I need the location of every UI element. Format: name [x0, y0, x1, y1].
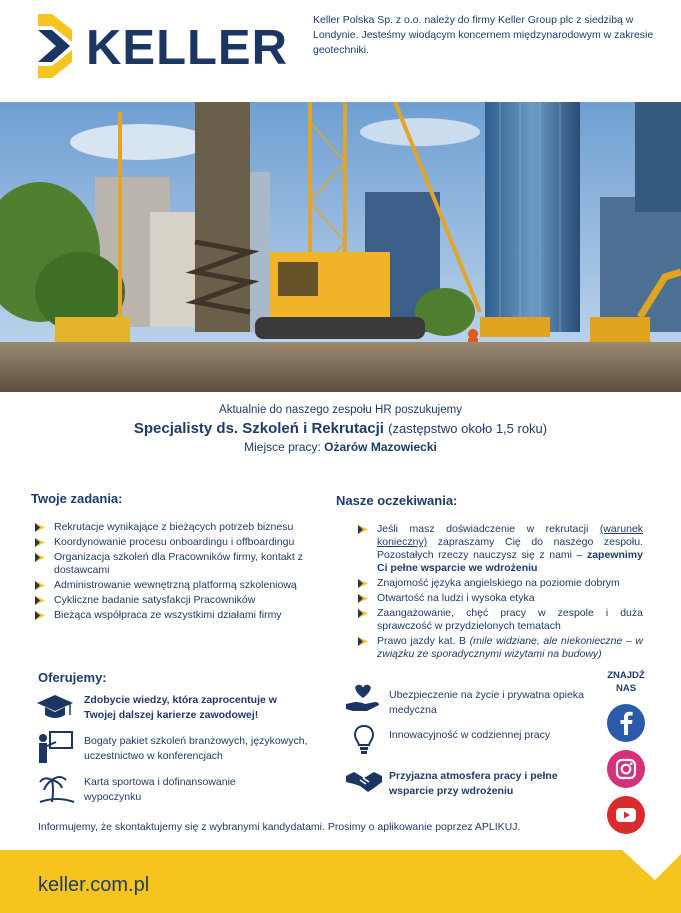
- arrow-bullet-icon: [358, 579, 368, 588]
- expectations-title: Nasze oczekiwania:: [336, 493, 458, 508]
- tasks-list: [32, 521, 322, 624]
- list-item: Rekrutacje wynikające z bieżących potrzeb biznesu: [32, 521, 322, 534]
- facebook-icon[interactable]: [607, 704, 645, 742]
- heart-hand-icon: [345, 684, 381, 714]
- list-item: Prawo jazdy kat. B (mile widziane, ale niekonieczne – w związku ze sporadycznymi wizytami na budowy): [355, 635, 643, 661]
- keller-logo: [36, 12, 288, 80]
- list-item: Jeśli masz doświadczenie w rekrutacji (warunek konieczny) zapraszamy Cię do naszego zespołu. Pozostałych rzeczy nauczysz się z nami – zapewnimy Ci pełne wsparcie we wdrożeniu: [355, 523, 643, 575]
- trainer-board-icon: [36, 730, 74, 764]
- construction-site-photo: [0, 102, 681, 392]
- job-note: (zastępstwo około 1,5 roku): [388, 421, 548, 436]
- job-title: Specjalisty ds. Szkoleń i Rekrutacji: [133, 420, 384, 437]
- arrow-bullet-icon: [358, 525, 368, 534]
- offer-training: Bogaty pakiet szkoleń branżowych, językowych, uczestnictwo w konferencjach: [84, 735, 308, 762]
- list-item: Bieżąca współpraca ze wszystkimi działami firmy: [32, 609, 322, 622]
- headline-block: [0, 404, 681, 454]
- logo-wordmark: KELLER: [86, 21, 288, 75]
- offer-insurance: Ubezpieczenie na życie i prywatna opieka medyczna: [389, 689, 584, 716]
- offer-atmosphere: Przyjazna atmosfera pracy i pełne wsparcie przy wdrożeniu: [389, 770, 558, 797]
- company-intro: Keller Polska Sp. z o.o. należy do firmy Keller Group plc z siedzibą w Londynie. Jesteśmy wiodącym koncernem międzynarodowym w zakresie geotechniki.: [313, 14, 654, 56]
- list-item: Zaangażowanie, chęć pracy w zespole i duża sprawczość w przydzielonych tematach: [355, 607, 643, 633]
- handshake-icon: [345, 768, 383, 794]
- arrow-bullet-icon: [35, 611, 45, 620]
- list-item: Administrowanie wewnętrzną platformą szkoleniową: [32, 579, 322, 592]
- application-info: Informujemy, że skontaktujemy się z wybranymi kandydatami. Prosimy o aplikowanie poprzez APLIKUJ.: [38, 821, 521, 833]
- arrow-bullet-icon: [35, 553, 45, 562]
- palm-island-icon: [38, 772, 76, 806]
- header: [0, 0, 681, 102]
- arrow-bullet-icon: [358, 594, 368, 603]
- offer-knowledge: Zdobycie wiedzy, która zaprocentuje w Twojej dalszej karierze zawodowej!: [84, 694, 277, 721]
- list-item: Otwartość na ludzi i wysoka etyka: [355, 592, 643, 605]
- list-item: Organizacja szkoleń dla Pracowników firmy, kontakt z dostawcami: [32, 551, 322, 577]
- list-item: Cykliczne badanie satysfakcji Pracowników: [32, 594, 322, 607]
- website-link[interactable]: keller.com.pl: [38, 874, 150, 896]
- offer-innovation: Innowacyjność w codziennej pracy: [389, 729, 551, 741]
- location-value: Ożarów Mazowiecki: [324, 440, 437, 454]
- arrow-bullet-icon: [358, 637, 368, 646]
- list-item: Koordynowanie procesu onboardingu i offboardingu: [32, 536, 322, 549]
- list-item: Znajomość języka angielskiego na poziomie dobrym: [355, 577, 643, 590]
- arrow-bullet-icon: [35, 581, 45, 590]
- tasks-title: Twoje zadania:: [31, 491, 123, 506]
- instagram-icon[interactable]: [607, 750, 645, 788]
- arrow-bullet-icon: [35, 538, 45, 547]
- expectations-list: [355, 523, 643, 663]
- headline-intro: Aktualnie do naszego zespołu HR poszukujemy: [219, 404, 462, 416]
- arrow-bullet-icon: [35, 596, 45, 605]
- graduation-cap-icon: [36, 693, 74, 721]
- headline-job: [0, 420, 681, 437]
- find-us-label: ZNAJDŹ NAS: [607, 670, 645, 694]
- arrow-bullet-icon: [358, 609, 368, 618]
- youtube-icon[interactable]: [607, 796, 645, 834]
- arrow-bullet-icon: [35, 523, 45, 532]
- offer-title: Oferujemy:: [38, 670, 107, 685]
- lightbulb-icon: [353, 724, 375, 756]
- offer-sport: Karta sportowa i dofinansowanie wypoczynku: [84, 776, 236, 803]
- headline-location: [0, 440, 681, 454]
- location-label: Miejsce pracy:: [244, 440, 321, 454]
